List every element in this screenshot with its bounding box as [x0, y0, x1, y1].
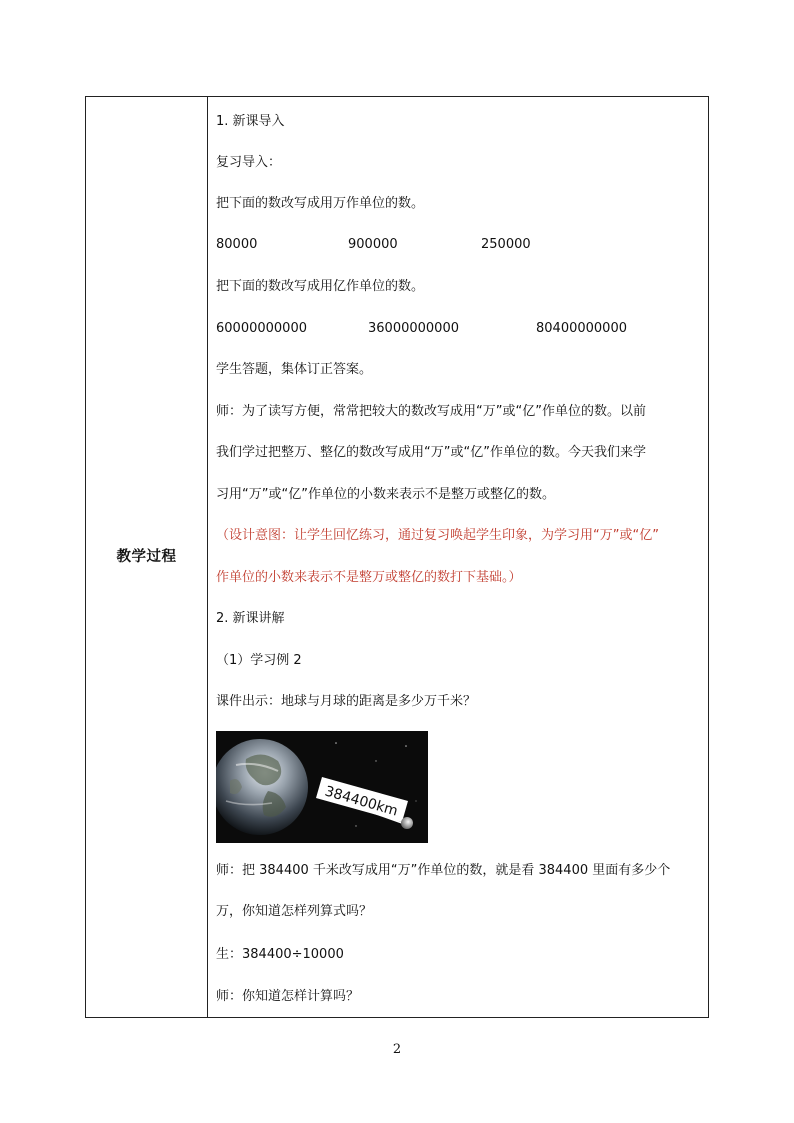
row-label: 教学过程: [116, 548, 177, 565]
teacher-line-2: 我们学过把整万、整亿的数改写成用“万”或“亿”作单位的数。今天我们来学: [216, 445, 646, 460]
page-number: 2: [392, 1042, 402, 1057]
review-intro-label: 复习导入：: [216, 155, 282, 170]
number-yi-3: 80400000000: [536, 321, 627, 336]
design-intent-line-2: 作单位的小数来表示不是整万或整亿的数打下基础。）: [216, 570, 522, 585]
courseware-question: 课件出示：地球与月球的距离是多少万千米？: [216, 694, 477, 709]
design-intent-line-1: （设计意图：让学生回忆练习，通过复习唤起学生印象，为学习用“万”或“亿”: [216, 528, 659, 543]
teacher-conversion-line-1: 师：把 384400 千米改写成用“万”作单位的数，就是看 384400 里面有多少个: [216, 863, 671, 878]
number-yi-2: 36000000000: [368, 321, 459, 336]
number-yi-1: 60000000000: [216, 321, 307, 336]
teacher-conversion-line-2: 万，你知道怎样列算式吗？: [216, 904, 373, 919]
student-answer-line: 学生答题，集体订正答案。: [216, 362, 373, 377]
earth-moon-illustration: [216, 731, 428, 843]
number-wan-1: 80000: [216, 237, 258, 252]
number-wan-2: 900000: [348, 237, 398, 252]
numbers-yi-row: [216, 321, 696, 337]
section-heading-lesson: 2. 新课讲解: [216, 611, 285, 626]
distance-label: 384400km: [322, 783, 400, 820]
section-heading-intro: 1. 新课导入: [216, 114, 285, 129]
exercise-wan-prompt: 把下面的数改写成用万作单位的数。: [216, 196, 425, 211]
number-wan-3: 250000: [481, 237, 531, 252]
example-heading: （1）学习例 2: [216, 653, 302, 668]
exercise-yi-prompt: 把下面的数改写成用亿作单位的数。: [216, 279, 425, 294]
lesson-table: [85, 96, 709, 1018]
content-cell: [208, 97, 708, 1017]
teacher-line-1: 师：为了读写方便，常常把较大的数改写成用“万”或“亿”作单位的数。以前: [216, 404, 646, 419]
earth-globe: [216, 739, 308, 835]
teacher-compute-question: 师：你知道怎样计算吗？: [216, 989, 360, 1004]
row-label-cell: [86, 97, 208, 1017]
earth-moon-figure: [216, 731, 428, 843]
teacher-line-3: 习用“万”或“亿”作单位的小数来表示不是整万或整亿的数。: [216, 487, 555, 502]
numbers-wan-row: [216, 237, 616, 253]
student-formula: 生：384400÷10000: [216, 947, 344, 962]
moon-icon: [401, 817, 413, 829]
